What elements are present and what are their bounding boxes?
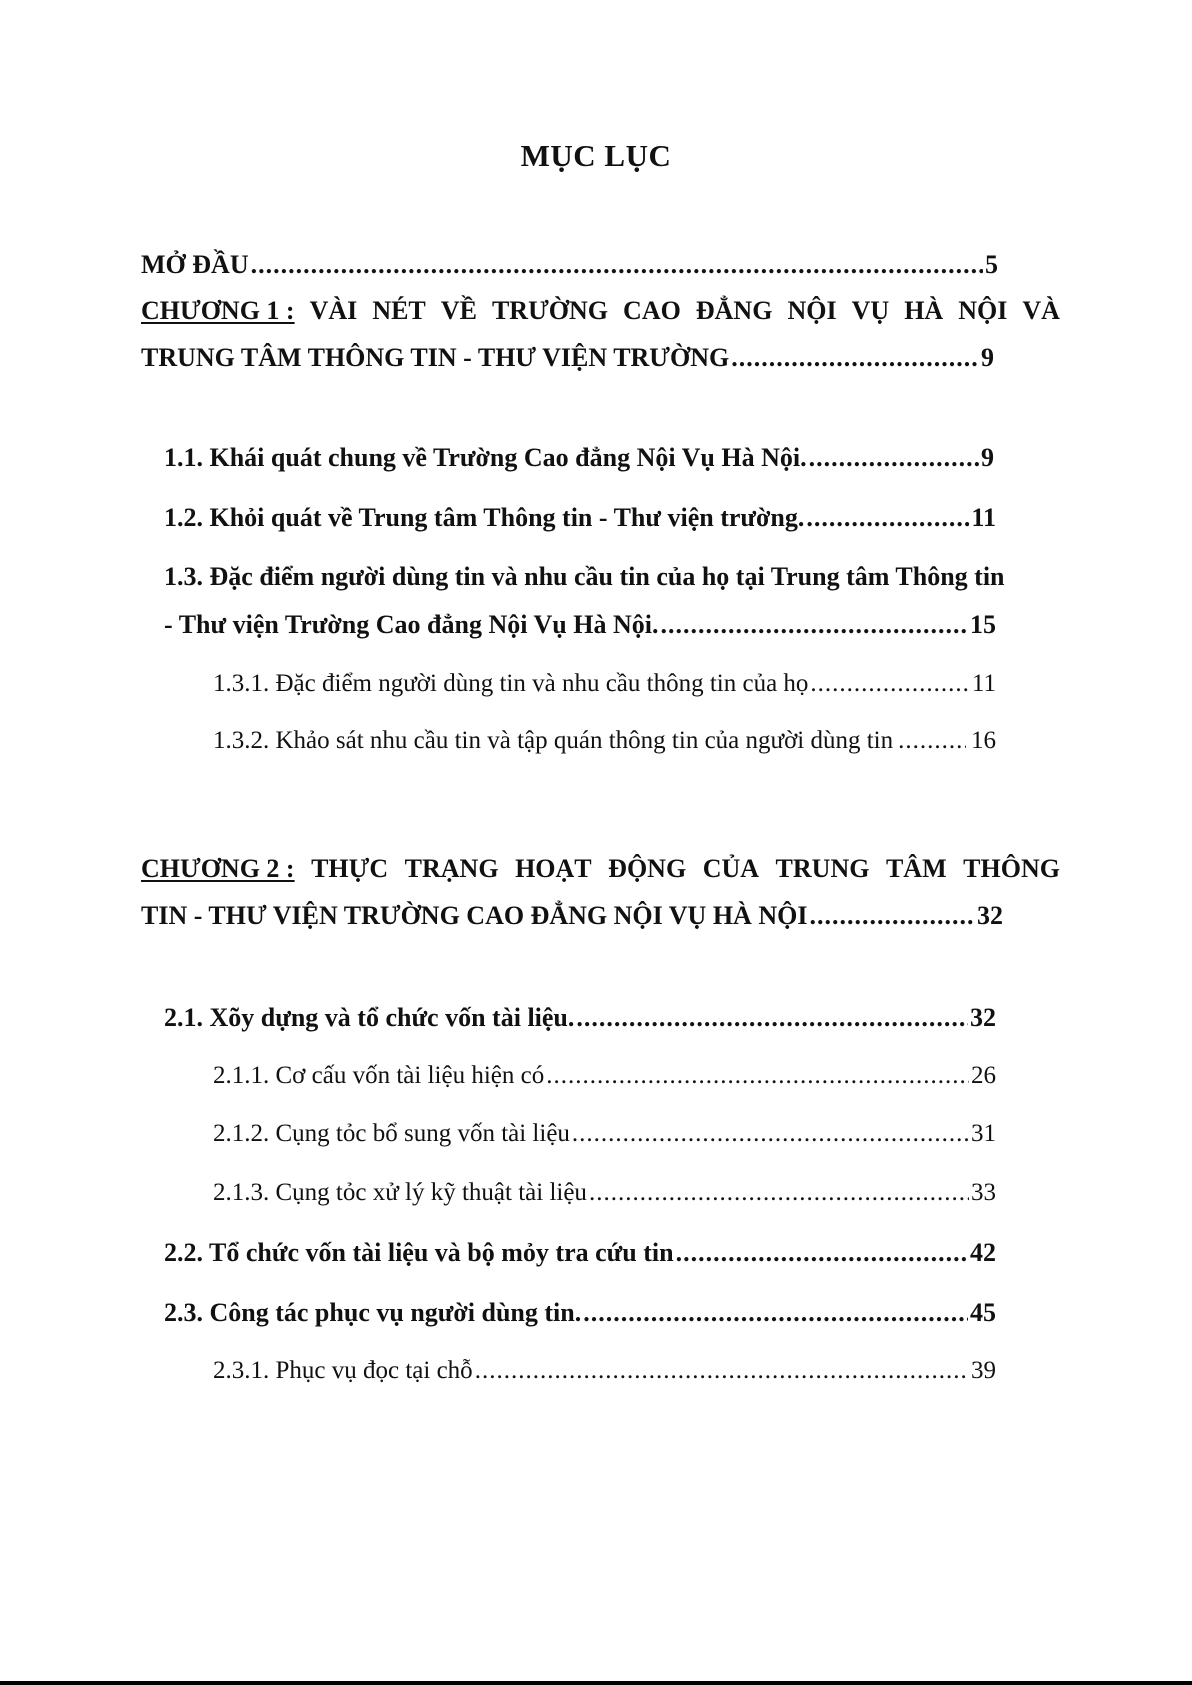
toc-entry-label: MỞ ĐẦU bbox=[141, 250, 249, 279]
chapter-word: TRẠNG bbox=[404, 854, 499, 883]
toc-chapter-1-line-2[interactable] bbox=[141, 345, 994, 371]
toc-entry-label: TIN - THƯ VIỆN TRƯỜNG CAO ĐẲNG NỘI VỤ HÀ NỘI bbox=[141, 901, 808, 930]
dot-leader bbox=[676, 1240, 968, 1266]
toc-entry-label: TRUNG TÂM THÔNG TIN - THƯ VIỆN TRƯỜNG bbox=[141, 343, 730, 372]
toc-entry-intro[interactable] bbox=[141, 252, 998, 278]
chapter-word: NỘI bbox=[787, 296, 837, 325]
dot-leader bbox=[806, 505, 969, 531]
toc-entry-2-3-1[interactable] bbox=[213, 1358, 996, 1383]
chapter-word: CAO bbox=[623, 296, 681, 325]
chapter-word: TRƯỜNG bbox=[491, 296, 609, 325]
toc-entry-2-3[interactable] bbox=[164, 1300, 996, 1326]
dot-leader bbox=[576, 1005, 968, 1031]
dot-leader bbox=[809, 903, 975, 929]
dot-leader bbox=[898, 728, 966, 753]
dot-leader bbox=[583, 1300, 968, 1326]
toc-entry-label: 2.1.3. Cụng tỏc xử lý kỹ thuật tài liệu bbox=[213, 1179, 587, 1206]
toc-entry-2-2[interactable] bbox=[164, 1240, 996, 1266]
toc-page-number: 9 bbox=[981, 343, 994, 372]
dot-leader bbox=[660, 612, 968, 638]
chapter-word: THỰC bbox=[311, 854, 389, 883]
dot-leader bbox=[589, 1180, 969, 1205]
chapter-word: HOẠT bbox=[515, 854, 592, 883]
toc-entry-1-3-line-1[interactable] bbox=[164, 564, 1064, 590]
chapter-word: TÂM bbox=[885, 854, 947, 883]
chapter-word: NỘI bbox=[958, 296, 1008, 325]
toc-entry-label: 2.1.2. Cụng tỏc bổ sung vốn tài liệu bbox=[213, 1120, 570, 1147]
toc-entry-label: 2.3. Công tác phục vụ người dùng tin. bbox=[164, 1298, 582, 1327]
toc-entry-label: 1.3.1. Đặc điểm người dùng tin và nhu cầu thông tin của họ bbox=[213, 670, 809, 697]
chapter-word: ĐẲNG bbox=[695, 296, 773, 325]
toc-entry-label: 1.1. Khái quát chung về Trường Cao đẳng Nội Vụ Hà Nội. bbox=[164, 443, 807, 472]
bottom-edge-rule bbox=[0, 1681, 1192, 1685]
toc-entry-label: 2.1.1. Cơ cấu vốn tài liệu hiện có bbox=[213, 1062, 545, 1089]
chapter-word: NÉT bbox=[372, 296, 426, 325]
toc-entry-2-1[interactable] bbox=[164, 1005, 996, 1031]
toc-entry-label: 2.2. Tổ chức vốn tài liệu và bộ mỏy tra cứu tin bbox=[164, 1238, 674, 1267]
toc-entry-1-3-1[interactable] bbox=[213, 671, 996, 696]
toc-page-number: 26 bbox=[971, 1062, 996, 1089]
toc-entry-label: 2.1. Xõy dựng và tổ chức vốn tài liệu. bbox=[164, 1003, 575, 1032]
toc-page-number: 15 bbox=[970, 610, 996, 639]
toc-entry-1-3-2[interactable] bbox=[213, 728, 996, 753]
toc-entry-2-1-2[interactable] bbox=[213, 1121, 996, 1146]
dot-leader bbox=[572, 1121, 969, 1146]
toc-entry-2-1-3[interactable] bbox=[213, 1180, 996, 1205]
toc-entry-1-3-line-2[interactable] bbox=[164, 612, 996, 638]
toc-entry-2-1-1[interactable] bbox=[213, 1063, 996, 1088]
chapter-word: VÀ bbox=[1022, 296, 1060, 325]
chapter-word: ĐỘNG bbox=[608, 854, 687, 883]
toc-page-number: 9 bbox=[981, 443, 994, 472]
toc-chapter-1-line-1[interactable] bbox=[141, 298, 1060, 324]
toc-page-number: 45 bbox=[970, 1298, 996, 1327]
chapter-word: CỦA bbox=[702, 854, 760, 883]
dot-leader bbox=[251, 252, 983, 278]
toc-page-number: 42 bbox=[970, 1238, 996, 1267]
toc-page-number: 33 bbox=[971, 1179, 996, 1206]
toc-chapter-2-line-1[interactable] bbox=[141, 856, 1060, 882]
dot-leader bbox=[810, 671, 970, 696]
toc-page-number: 11 bbox=[971, 670, 996, 697]
chapter-word: TRUNG bbox=[775, 854, 870, 883]
chapter-word: HÀ bbox=[904, 296, 944, 325]
toc-entry-label: - Thư viện Trường Cao đẳng Nội Vụ Hà Nội. bbox=[164, 610, 659, 639]
toc-entry-1-2[interactable] bbox=[164, 505, 996, 531]
toc-page-number: 32 bbox=[977, 901, 1003, 930]
toc-entry-label: 1.3. Đặc điểm người dùng tin và nhu cầu tin của họ tại Trung tâm Thông tin bbox=[164, 562, 1005, 591]
toc-page-number: 11 bbox=[971, 503, 996, 532]
toc-page-number: 5 bbox=[985, 250, 998, 279]
toc-page-number: 16 bbox=[971, 727, 996, 754]
chapter-prefix: CHƯƠNG 1 : bbox=[141, 296, 295, 325]
chapter-word: VỤ bbox=[851, 296, 890, 325]
toc-entry-label: 1.3.2. Khảo sát nhu cầu tin và tập quán thông tin của người dùng tin bbox=[213, 727, 894, 754]
dot-leader bbox=[731, 345, 979, 371]
toc-page-number: 39 bbox=[971, 1357, 996, 1384]
dot-leader bbox=[809, 445, 979, 471]
dot-leader bbox=[546, 1063, 969, 1088]
chapter-word: THÔNG bbox=[963, 854, 1060, 883]
toc-page-number: 31 bbox=[971, 1120, 996, 1147]
toc-entry-label: 1.2. Khỏi quát về Trung tâm Thông tin - Thư viện trường. bbox=[164, 503, 805, 532]
chapter-prefix: CHƯƠNG 2 : bbox=[141, 854, 295, 883]
toc-entry-label: 2.3.1. Phục vụ đọc tại chỗ bbox=[213, 1357, 473, 1384]
toc-chapter-2-line-2[interactable] bbox=[141, 903, 1003, 929]
toc-page-number: 32 bbox=[970, 1003, 996, 1032]
toc-entry-1-1[interactable] bbox=[164, 445, 994, 471]
chapter-word: VỀ bbox=[440, 296, 477, 325]
chapter-word: VÀI bbox=[309, 296, 358, 325]
page-title: MỤC LỤC bbox=[520, 138, 672, 173]
dot-leader bbox=[475, 1358, 969, 1383]
